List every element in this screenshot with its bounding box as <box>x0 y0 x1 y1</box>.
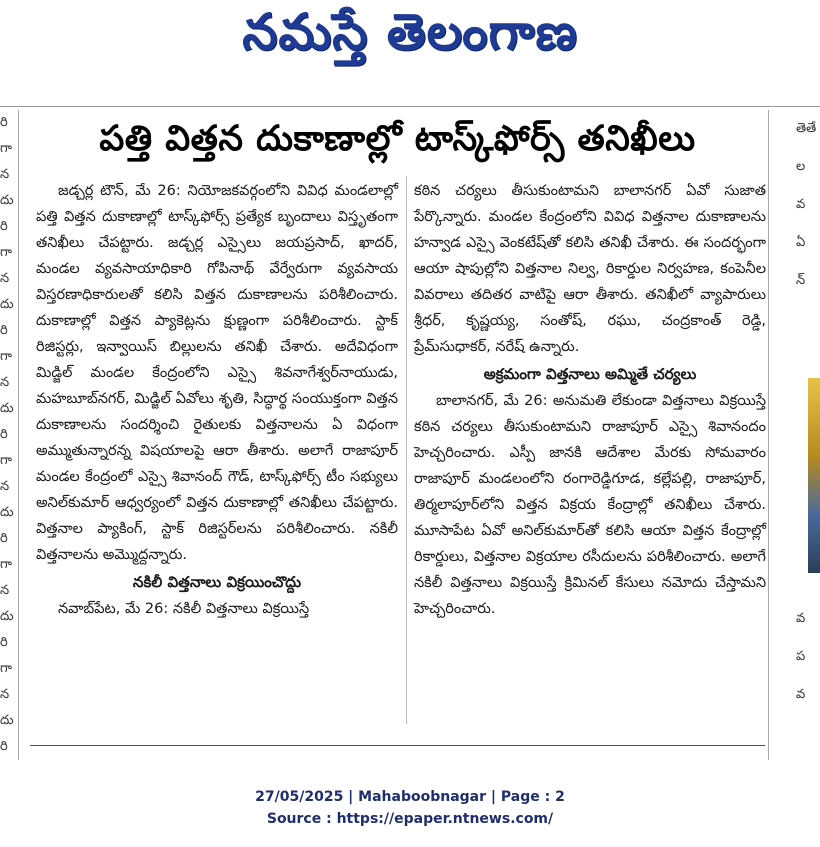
masthead-logo: నమస్తే తెలంగాణ <box>242 2 578 61</box>
right-strip-glyph: ప <box>796 649 806 664</box>
article-column-left <box>36 178 398 622</box>
article-paragraph: జడ్చర్ల టౌన్, మే 26: నియోజకవర్గంలోని వివిధ మండలాల్లో పత్తి విత్తన దుకాణాల్లో టాస్క్‌ఫోర్స్ ప్రత్యేక బృందాలు విస్తృతంగా తనిఖీలు చేపట్టారు. జడ్చర్ల ఎస్సైలు జయప్రసాద్, ఖాదర్, మండల వ్యవసాయాధికారి గోపినాథ్ వేర్వేరుగా వ్యవసాయ విస్తరణాధికారులతో కలిసి విత్తన దుకాణాలను పరిశీలించారు. దుకాణాల్లో విత్తన ప్యాకెట్లను క్షుణ్ణంగా పరిశీలించారు. స్టాక్ రిజిస్టర్లు, ఇన్వాయిస్ బిల్లులను తనిఖీ చేశారు. అదేవిధంగా మిడ్జిల్ మండల కేంద్రంలోని ఎస్సై శివనాగేశ్వర్‌నాయుడు, మహబూబ్‌నగర్, మిడ్జిల్ ఏవోలు శృతి, సిద్ధార్థ సంయుక్తంగా విత్తన దుకాణాలను సందర్శించి రైతులకు విత్తనాలను ఏ విధంగా అమ్ముతున్నారన్న విషయాలపై ఆరా తీశారు. అలాగే రాజాపూర్ మండల కేంద్రంలో ఎస్సై శివానంద్ గౌడ్, టాస్క్‌ఫోర్స్ టీం సభ్యులు అనిల్‌కుమార్ ఆధ్వర్యంలో విత్తన దుకాణాల్లో తనిఖీలు చేపట్టారు. విత్తనాల ప్యాకింగ్, స్టాక్ రిజిస్టర్‌లను పరిశీలించారు. నకిలీ విత్తనాలను అమ్మొద్దన్నారు. <box>36 183 398 563</box>
right-border <box>768 110 769 760</box>
footer-date-edition: 27/05/2025 | Mahaboobnagar | Page : 2 <box>255 789 565 805</box>
left-strip-glyph: న <box>0 375 10 390</box>
left-strip-glyph: రి <box>0 323 8 338</box>
left-strip-glyph: న <box>0 167 10 182</box>
page-footer <box>0 786 820 830</box>
article-headline: పత్తి విత్తన దుకాణాల్లో టాస్క్‌ఫోర్స్ తనిఖీలు <box>99 119 696 159</box>
right-strip-glyph: న్ <box>796 273 806 288</box>
left-strip-glyph: రి <box>0 115 8 130</box>
left-strip-glyph: గా <box>0 661 12 676</box>
left-strip-glyph: గా <box>0 557 12 572</box>
left-strip-glyph: న <box>0 479 10 494</box>
left-strip-glyph: దు <box>0 401 14 416</box>
bottom-divider <box>30 745 765 746</box>
column-divider <box>406 176 407 724</box>
article-subheading: అక్రమంగా విత్తనాలు అమ్మితే చర్యలు <box>483 365 697 383</box>
left-strip-glyph: రి <box>0 635 8 650</box>
left-strip-glyph: న <box>0 687 10 702</box>
right-strip-glyph: ల <box>796 159 806 174</box>
left-border <box>18 110 19 760</box>
left-strip-glyph: గా <box>0 141 12 156</box>
left-strip-glyph: దు <box>0 713 14 728</box>
article-paragraph: కఠిన చర్యలు తీసుకుంటామని బాలానగర్ ఏవో సుజాత పేర్కొన్నారు. మండల కేంద్రంలోని వివిధ విత్తనాల దుకాణాలను హన్వాడ ఎస్సై వెంకటేష్‌తో కలిసి తనిఖీ చేశారు. ఈ సందర్భంగా ఆయా షాపుల్లోని విత్తనాల నిల్వ, రికార్డుల నిర్వహణ, కంపెనీల వివరాలు తదితర వాటిపై ఆరా తీశారు. తనిఖీలో వ్యాపారులు శ్రీధర్, కృష్ణయ్య, సంతోష్, రఘు, చంద్రకాంత్ రెడ్డి, ప్రేమ్‌సుధాకర్, నరేష్ ఉన్నారు. <box>414 183 766 355</box>
top-divider <box>0 106 820 107</box>
right-strip-glyph: వ <box>796 197 806 212</box>
right-strip-glyph: వ <box>796 687 806 702</box>
left-strip-glyph: గా <box>0 453 12 468</box>
left-strip-glyph: దు <box>0 297 14 312</box>
footer-source-link[interactable]: Source : https://epaper.ntnews.com/ <box>266 811 554 827</box>
left-strip-glyph: దు <box>0 609 14 624</box>
article-paragraph: బాలానగర్, మే 26: అనుమతి లేకుండా విత్తనాలు విక్రయిస్తే కఠిన చర్యలు తీసుకుంటామని రాజాపూర్ ఎస్సై శివానందం హెచ్చరించారు. ఎస్పీ జానకి ఆదేశాల మేరకు సోమవారం రాజాపూర్ మండలంలోని రంగారెడ్డిగూడ, కల్లేపల్లి, రాజాపూర్, తిర్మలాపూర్‌లోని విత్తన విక్రయ కేంద్రాల్లో తనిఖీలు చేశారు. మూసాపేట ఏవో అనిల్‌కుమార్‌తో కలిసి ఆయా విత్తన కేంద్రాల్లో రికార్డులు, విత్తనాల విక్రయాల రసీదులను పరిశీలించారు. అలాగే నకిలీ విత్తనాలు విక్రయిస్తే క్రిమినల్ కేసులు నమోదు చేస్తామని హెచ్చరించారు. <box>414 393 766 617</box>
left-strip-glyph: న <box>0 271 10 286</box>
left-strip-glyph: రి <box>0 531 8 546</box>
right-strip-glyph: ఏ <box>796 235 806 250</box>
neighbor-photo-edge <box>808 378 820 573</box>
left-strip-glyph: రి <box>0 427 8 442</box>
right-strip-glyph: వ <box>796 611 806 626</box>
left-strip-glyph: గా <box>0 245 12 260</box>
left-strip-glyph: న <box>0 583 10 598</box>
right-strip-glyph: తెతే <box>796 121 817 136</box>
left-strip-glyph: గా <box>0 349 12 364</box>
left-strip-glyph: రి <box>0 739 8 754</box>
article-column-right <box>414 178 766 622</box>
left-strip-glyph: రి <box>0 219 8 234</box>
article-subheading: నకిలీ విత్తనాలు విక్రయించొద్దు <box>132 573 302 591</box>
left-neighbor-article-strip <box>0 110 14 760</box>
left-strip-glyph: దు <box>0 505 14 520</box>
article-paragraph: నవాబ్‌పేట, మే 26: నకిలీ విత్తనాలు విక్రయిస్తే <box>58 601 310 617</box>
left-strip-glyph: దు <box>0 193 14 208</box>
